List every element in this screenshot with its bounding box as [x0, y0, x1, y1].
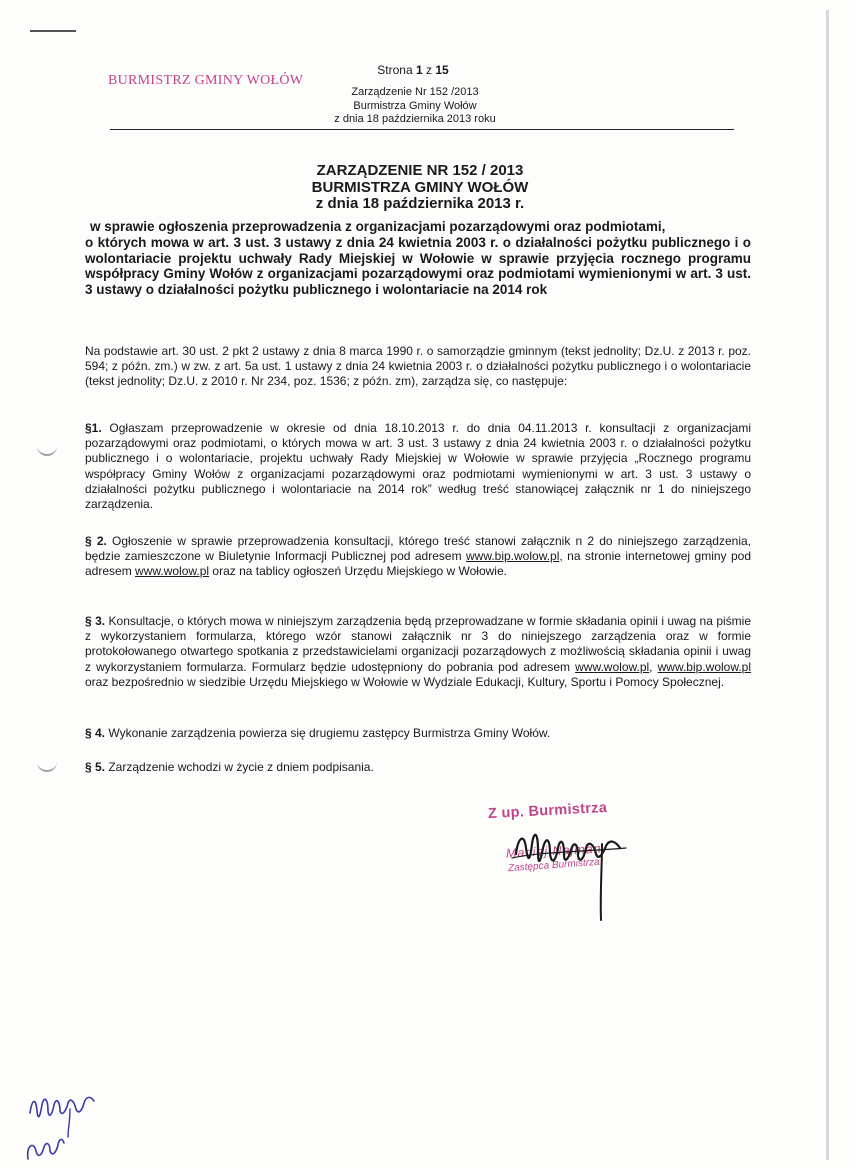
section-2-text-c: oraz na tablicy ogłoszeń Urzędu Miejskiego w Wołowie.: [209, 564, 507, 579]
office-header-stamp: BURMISTRZ GMINY WOŁÓW: [108, 73, 304, 88]
page-edge-shadow: [826, 10, 829, 1160]
margin-dash-mark: [30, 30, 76, 32]
document-subject: [85, 219, 751, 298]
website-link[interactable]: www.wolow.pl: [135, 564, 210, 579]
section-2: [85, 534, 751, 580]
page-number: [372, 63, 454, 77]
binder-hole-mark: [37, 760, 57, 772]
page-number-prefix: Strona: [377, 63, 413, 77]
section-5-mark: § 5.: [85, 760, 106, 774]
section-3: [85, 614, 751, 690]
reference-line-date: z dnia 18 października 2013 roku: [334, 113, 496, 125]
reference-line-number: Zarządzenie Nr 152 /2013: [351, 86, 479, 98]
section-1: [85, 421, 751, 512]
section-4: [85, 726, 751, 741]
bip-link[interactable]: www.bip.wolow.pl: [466, 549, 560, 564]
section-4-mark: § 4.: [85, 726, 106, 740]
section-3-mark: § 3.: [85, 614, 106, 628]
section-5-text: Zarządzenie wchodzi w życie z dniem podpisania.: [105, 760, 374, 774]
margin-handwritten-initials: [22, 1085, 112, 1167]
section-1-mark: §1.: [85, 421, 102, 435]
page-number-total: 15: [435, 63, 449, 77]
section-2-mark: § 2.: [85, 534, 107, 548]
stamp-authority-line: Z up. Burmistrza: [487, 799, 608, 823]
subject-lead: w sprawie ogłoszenia przeprowadzenia z organizacjami pozarządowymi oraz podmiotami,: [90, 219, 666, 234]
title-line-number: ZARZĄDZENIE NR 152 / 2013: [316, 162, 524, 179]
section-5: [85, 760, 751, 775]
section-2-text-b: , na stronie internetowej gminy pod adresem: [85, 549, 751, 579]
title-line-issuer: BURMISTRZA GMINY WOŁÓW: [311, 178, 529, 196]
reference-block: [300, 86, 530, 127]
legal-basis: Na podstawie art. 30 ust. 2 pkt 2 ustawy z dnia 8 marca 1990 r. o samorządzie gminnym (tekst jednolity; Dz.U. z 2013 r. poz. 594; z późn. zm.) w zw. z art. 5a ust. 1 ustawy z dnia 24 kwietnia 2003 r. o działalności pożytku publicznego i o wolontariacie (tekst jednolity; Dz.U. z 2010 r. Nr 234, poz. 1536; z późn. zm), zarządza się, co następuje:: [85, 344, 751, 389]
header-divider: [110, 129, 734, 130]
document-title: [230, 163, 610, 213]
section-4-text: Wykonanie zarządzenia powierza się drugiemu zastępcy Burmistrza Gminy Wołów.: [105, 726, 551, 740]
reference-line-issuer: Burmistrza Gminy Wołów: [353, 99, 477, 112]
section-3-separator: ,: [649, 659, 658, 674]
stamp-role: Zastępca Burmistrza: [507, 856, 600, 875]
title-line-date: z dnia 18 października 2013 r.: [315, 195, 525, 212]
section-3-text-b: oraz bezpośrednio w siedzibie Urzędu Miejskiego w Wołowie w Wydziale Edukacji, Kultury, Sportu i Pomocy Społecznej.: [85, 674, 725, 689]
handwritten-signature: [498, 808, 638, 923]
subject-rest: o których mowa w art. 3 ust. 3 ustawy z dnia 24 kwietnia 2003 r. o działalności pożytku publicznego i o wolontariacie projektu uchwały Rady Miejskiej w Wołowie w sprawie przyjęcia rocznego programu współpracy Gminy Wołów z organizacjami pozarządowymi oraz podmiotami wymienionymi w art. 3 ust. 3 ustawy o działalności pożytku publicznego i wolontariacie na 2014 rok: [85, 234, 751, 298]
section-3-text-a: Konsultacje, o których mowa w niniejszym zarządzenia będą przeprowadzane w formie składania opinii i uwag na piśmie z wykorzystaniem formularza, którego wzór stanowi załącznik nr 3 do niniejszego zarządzenia oraz w formie protokołowanego otwartego spotkania z przedstawicielami organizacji pozarządowych z możliwością składania opinii i uwag z wykorzystaniem formularza. Formularz będzie udostępniony do pobrania pod adresem: [85, 614, 751, 674]
bip-link[interactable]: www.bip.wolow.pl: [657, 659, 752, 674]
stamp-name: Maciej Najman: [505, 841, 602, 861]
binder-hole-mark: [37, 444, 57, 456]
page-number-current: 1: [415, 63, 423, 77]
website-link[interactable]: www.wolow.pl: [575, 659, 650, 674]
section-2-text-a: Ogłoszenie w sprawie przeprowadzenia konsultacji, którego treść stanowi załącznik n 2 do niniejszego zarządzenia, będzie zamieszczone w Biuletynie Informacji Publicznej pod adresem: [85, 534, 751, 564]
page-number-separator: z: [426, 63, 433, 77]
section-1-text: Ogłaszam przeprowadzenie w okresie od dnia 18.10.2013 r. do dnia 04.11.2013 r. konsultacji z organizacjami pozarządowymi oraz podmiotami, o których mowa w art. 3 ust. 3 ustawy z dnia 24 kwietnia 2003 r. o działalności pożytku publicznego i o wolontariacie, projektu uchwały Rady Miejskiej w Wołowie w sprawie przyjęcia „Rocznego programu współpracy Gminy Wołów z organizacjami pozarządowymi oraz podmiotami wymienionymi w art. 3 ust. 3 ustawy o działalności pożytku publicznego i wolontariacie na 2014 rok” według treść stanowiącej załącznik nr 1 do niniejszego zarządzenia.: [85, 421, 751, 512]
